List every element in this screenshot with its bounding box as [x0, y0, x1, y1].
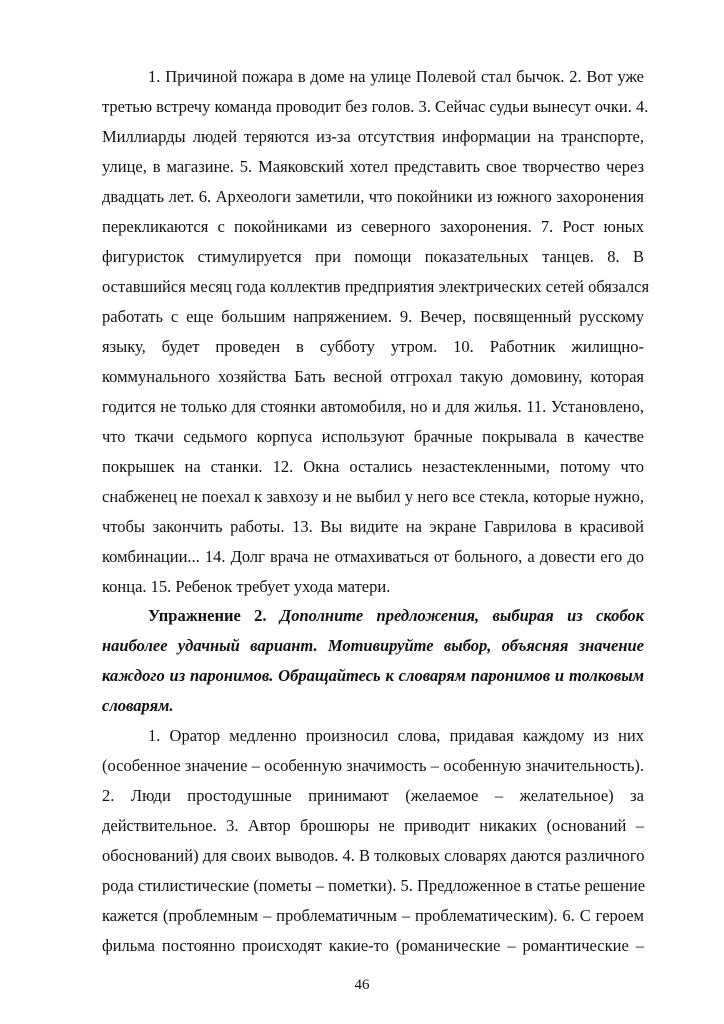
- exercise-task-text: Дополните предложения, выбирая из скобок: [279, 606, 645, 625]
- text-line: что ткачи седьмого корпуса используют брачные покрывала в качестве: [102, 427, 644, 446]
- text-line: 2. Люди простодушные принимают (желаемое – желательное) за: [102, 786, 644, 805]
- text-line: двадцать лет. 6. Археологи заметили, что покойники из южного захоронения: [102, 187, 644, 206]
- text-line: кажется (проблемным – проблематичным – проблематическим). 6. С героем: [102, 906, 644, 925]
- text-line: 1. Оратор медленно произносил слова, придавая каждому из них: [148, 726, 644, 745]
- exercise-task-line: наиболее удачный вариант. Мотивируйте выбор, объясняя значение: [102, 636, 644, 655]
- exercise-label: Упражнение 2.: [148, 606, 267, 625]
- text-line: (особенное значение – особенную значимость – особенную значительность).: [102, 756, 644, 775]
- text-line: фильма постоянно происходят какие-то (романические – романтические –: [102, 936, 644, 955]
- text-line: снабженец не поехал к завхозу и не выбил у него все стекла, которые нужно,: [102, 487, 644, 506]
- text-line: оставшийся месяц года коллектив предприятия электрических сетей обязался: [102, 277, 650, 296]
- text-line: Миллиарды людей теряются из-за отсутствия информации на транспорте,: [102, 127, 644, 146]
- text-line: коммунального хозяйства Бать весной отгрохал такую домовину, которая: [102, 367, 644, 386]
- exercise-task-line: каждого из паронимов. Обращайтесь к словарям паронимов и толковым: [102, 666, 644, 685]
- text-line: работать с еще большим напряжением. 9. Вечер, посвященный русскому: [102, 307, 644, 326]
- text-line: 1. Причиной пожара в доме на улице Полевой стал бычок. 2. Вот уже: [148, 67, 644, 86]
- page-number: 46: [354, 977, 370, 993]
- text-line: третью встречу команда проводит без голов. 3. Сейчас судьи вынесут очки. 4.: [102, 97, 649, 116]
- text-line: перекликаются с покойниками из северного захоронения. 7. Рост юных: [102, 217, 644, 236]
- text-line: комбинации... 14. Долг врача не отмахиваться от больного, а довести его до: [102, 547, 644, 566]
- text-line: действительное. 3. Автор брошюры не приводит никаких (оснований –: [102, 816, 644, 835]
- exercise-heading-line: [148, 606, 644, 626]
- text-line: фигуристок стимулируется при помощи показательных танцев. 8. В: [102, 247, 644, 266]
- exercise-task-line: словарям.: [102, 696, 174, 715]
- text-line: языку, будет проведен в субботу утром. 10. Работник жилищно-: [102, 337, 644, 356]
- text-line: покрышек на станки. 12. Окна остались незастекленными, потому что: [102, 457, 644, 476]
- text-line: обоснований) для своих выводов. 4. В толковых словарях даются различного: [102, 846, 645, 865]
- text-line: рода стилистические (пометы – пометки). 5. Предложенное в статье решение: [102, 876, 646, 895]
- text-line: конца. 15. Ребенок требует ухода матери.: [102, 577, 391, 596]
- text-line: улице, в магазине. 5. Маяковский хотел представить свое творчество через: [102, 157, 644, 176]
- text-line: годится не только для стоянки автомобиля, но и для жилья. 11. Установлено,: [102, 397, 644, 416]
- text-line: чтобы закончить работы. 13. Вы видите на экране Гаврилова в красивой: [102, 517, 644, 536]
